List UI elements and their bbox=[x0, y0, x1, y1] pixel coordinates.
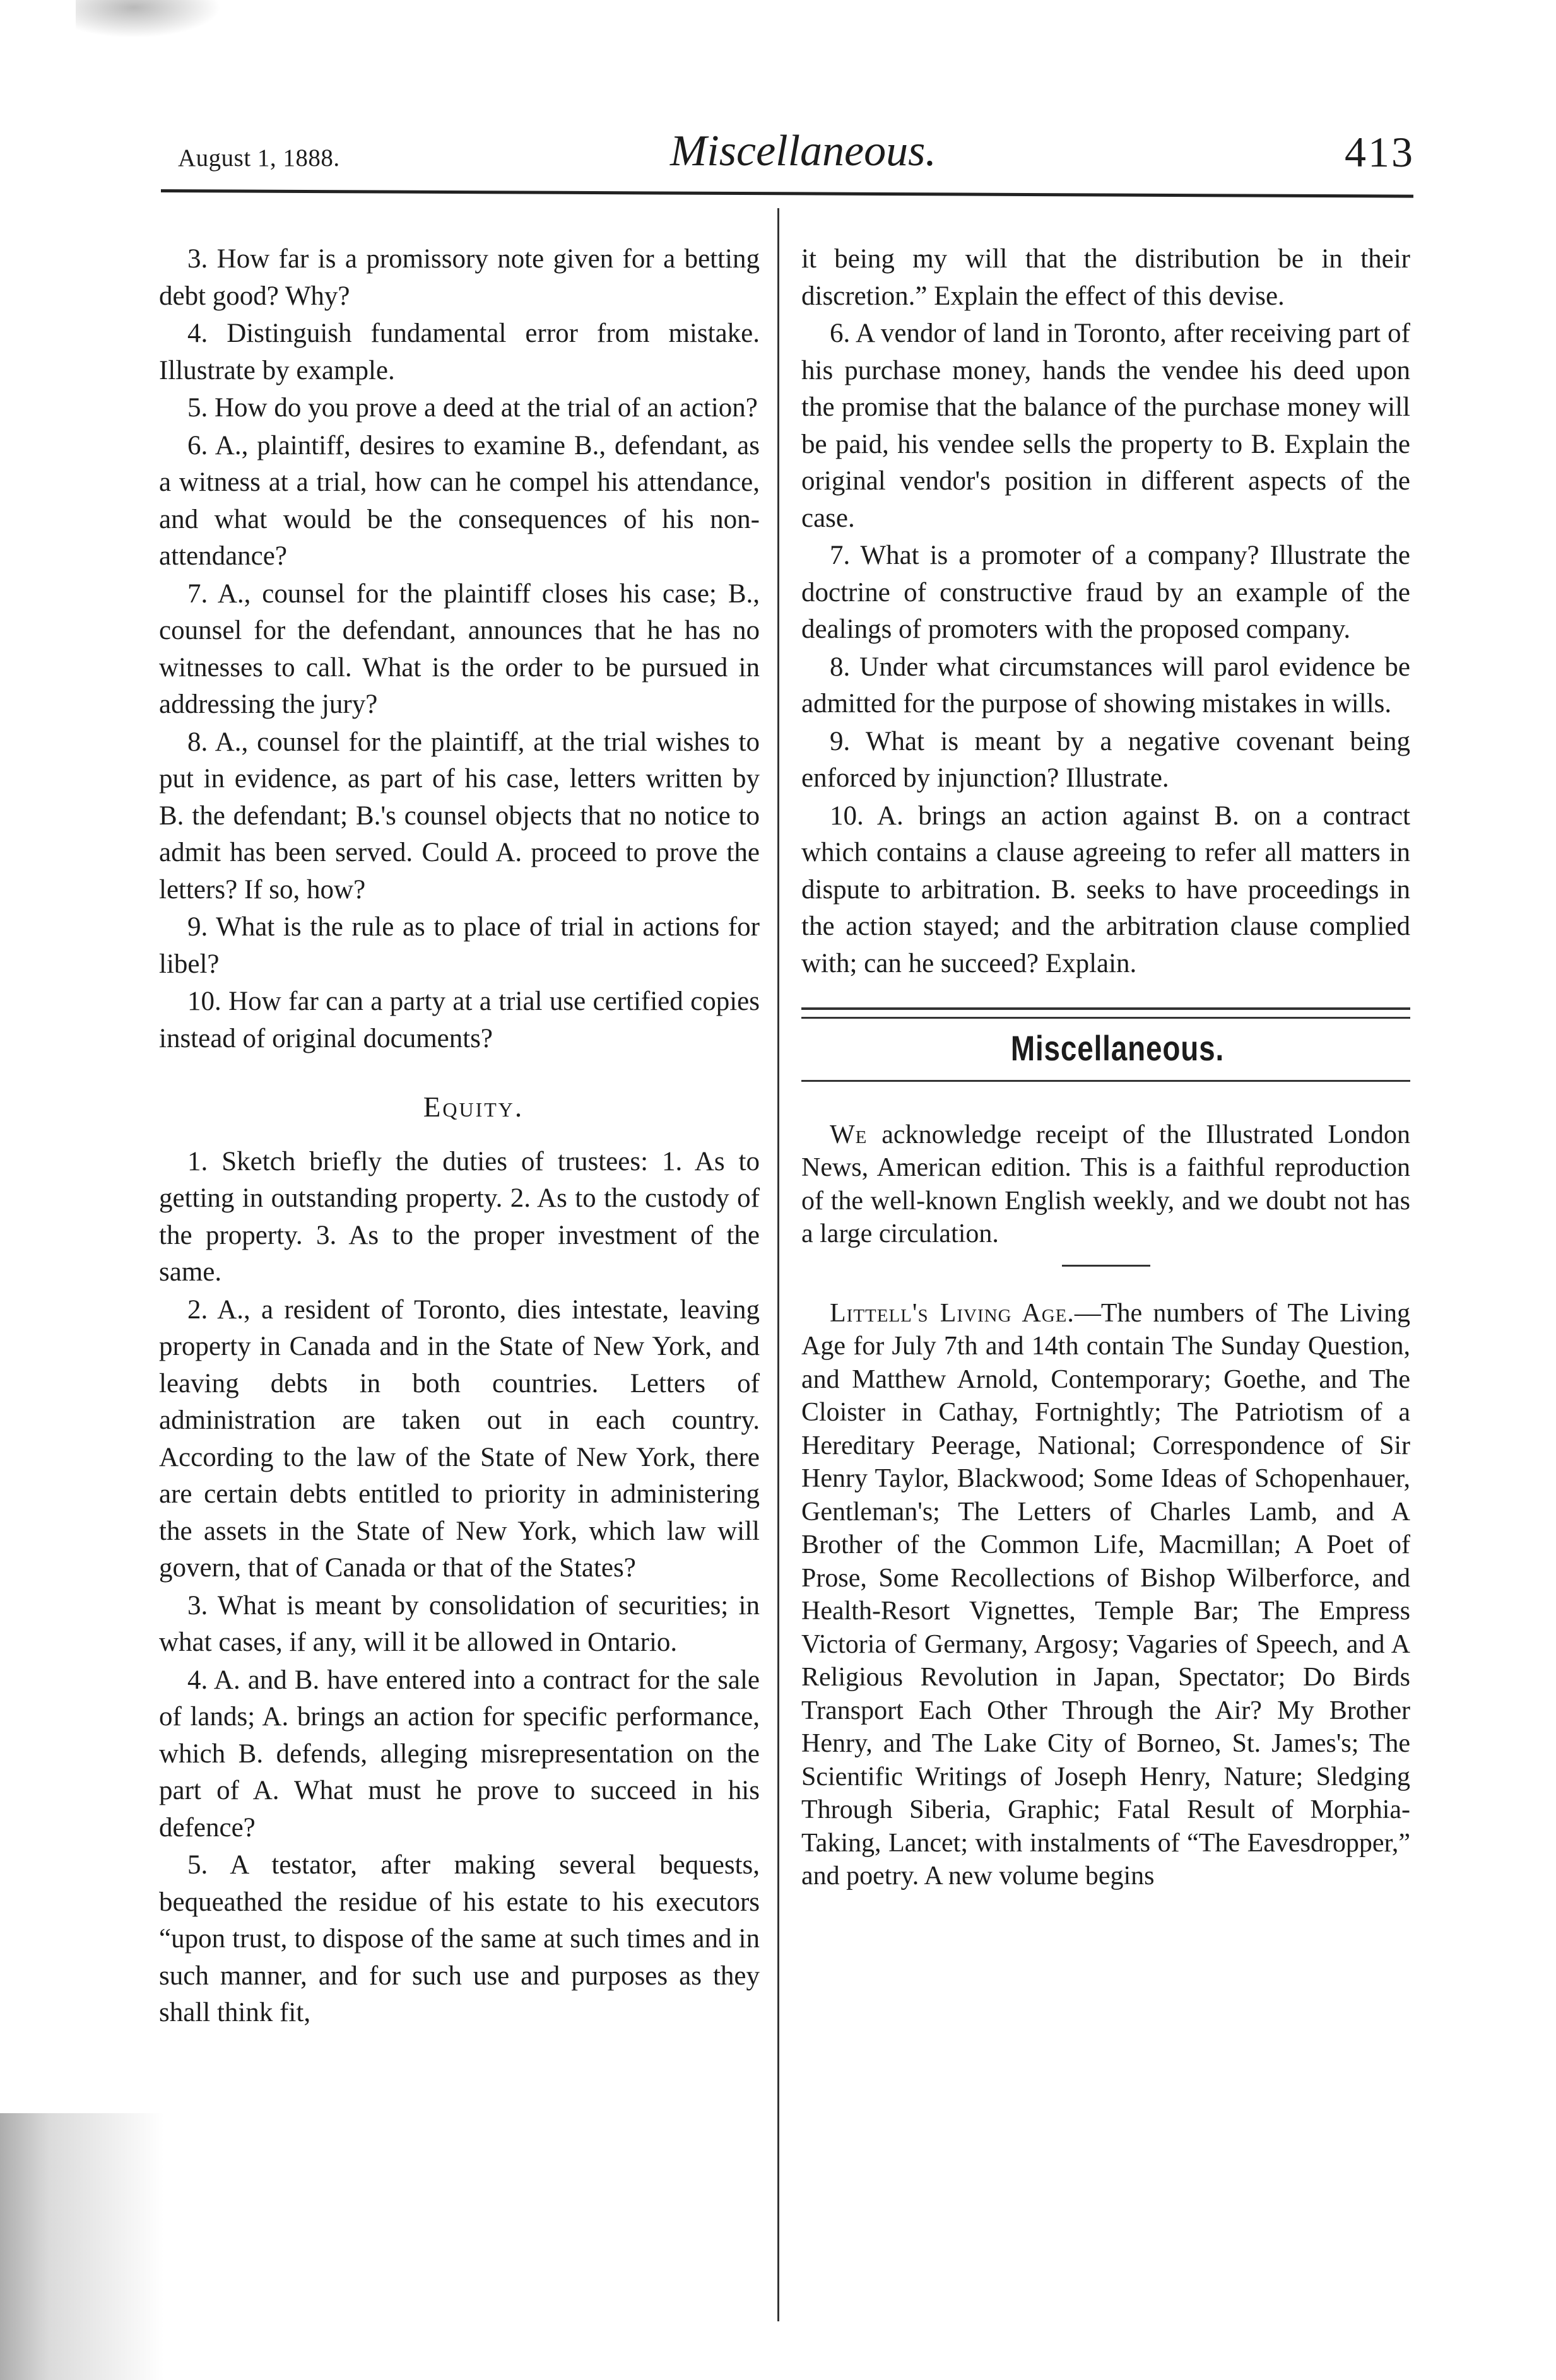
left-column bbox=[159, 241, 760, 2032]
misc-item-lead: We bbox=[830, 1120, 868, 1149]
equity-question: 2. A., a resident of Toronto, dies intestate, leaving property in Canada and in the State of New York, and leaving debts in both countries. Letters of administration are taken out in each country. According to the law of the State of New York, there are certain debts entitled to priority in administering the assets in the State of New York, which law will govern, that of Canada or that of the States? bbox=[159, 1294, 760, 1583]
header-date: August 1, 1888. bbox=[178, 144, 340, 172]
equity-question: 8. Under what circumstances will parol evidence be admitted for the purpose of showing mistakes in wills. bbox=[801, 652, 1410, 718]
equity-question: 9. What is meant by a negative covenant being enforced by injunction? Illustrate. bbox=[801, 726, 1410, 793]
continuation-paragraph: it being my will that the distribution be in their discretion.” Explain the effect of this devise. bbox=[801, 244, 1410, 311]
page-number: 413 bbox=[1345, 128, 1415, 176]
scan-speck bbox=[76, 0, 221, 38]
question-paragraph: 4. Distinguish fundamental error from mistake. Illustrate by example. bbox=[159, 319, 760, 385]
equity-question: 7. What is a promoter of a company? Illustrate the doctrine of constructive fraud by an example of the dealings of promoters with the proposed company. bbox=[801, 541, 1410, 644]
misc-item-text: acknowledge receipt of the Illustrated London News, American edition. This is a faithful reproduction of the well-known English weekly, and we doubt not has a large circulation. bbox=[801, 1120, 1410, 1248]
running-header bbox=[178, 125, 1415, 194]
equity-question: 5. A testator, after making several bequests, bequeathed the residue of his estate to his executors “upon trust, to dispose of the same at such times and in such manner, and for such use and purposes as they shall think fit, bbox=[159, 1850, 760, 2027]
question-paragraph: 10. How far can a party at a trial use certified copies instead of original documents? bbox=[159, 987, 760, 1053]
item-separator-rule bbox=[1062, 1265, 1150, 1267]
miscellaneous-heading: Miscellaneous. bbox=[1010, 1028, 1225, 1068]
misc-item-illustrated-london-news bbox=[801, 1118, 1410, 1251]
equity-question: 4. A. and B. have entered into a contract for the sale of lands; A. brings an action for specific performance, which B. defends, alleging misrepresentation on the part of A. What must he prove to succeed in his defence? bbox=[159, 1665, 760, 1843]
question-paragraph: 3. How far is a promissory note given for a betting debt good? Why? bbox=[159, 244, 760, 311]
misc-item-text: —The numbers of The Living Age for July 7th and 14th contain The Sunday Question, and Matthew Arnold, Contemporary; Goethe, and The Cloister in Cathay, Fortnightly; The Patriotism of a Hereditary Peerage, National; Correspondence of Sir Henry Taylor, Blackwood; Some Ideas of Schopenhauer, Gentleman's; The Letters of Charles Lamb, and A Brother of the Common Life, Macmillan; A Poet of Prose, Some Recollections of Bishop Wilberforce, and Health-Resort Vignettes, Temple Bar; The Empress Victoria of Germany, Argosy; Vagaries of Speech, and A Religious Revolution in Japan, Spectator; Do Birds Transport Each Other Through the Air? My Brother Henry, and The Lake City of Borneo, St. James's; The Scientific Writings of Joseph Henry, Nature; Sledging Through Siberia, Graphic; Fatal Result of Morphia-Taking, Lancet; with instalments of “The Eavesdropper,” and poetry. A new volume begins bbox=[801, 1298, 1410, 1891]
equity-question: 1. Sketch briefly the duties of trustees: 1. As to getting in outstanding property. 2. As to the custody of the property. 3. As to the proper investment of the same. bbox=[159, 1146, 760, 1287]
section-rule bbox=[801, 1080, 1410, 1082]
section-double-rule bbox=[801, 1007, 1410, 1019]
header-title: Miscellaneous. bbox=[670, 127, 936, 175]
misc-item-lead: Littell's Living Age. bbox=[830, 1298, 1075, 1328]
column-divider bbox=[777, 208, 779, 2321]
scan-edge-shadow bbox=[0, 2113, 164, 2380]
question-paragraph: 6. A., plaintiff, desires to examine B., defendant, as a witness at a trial, how can he compel his attendance, and what would be the consequences of his non-attendance? bbox=[159, 430, 760, 571]
question-paragraph: 8. A., counsel for the plaintiff, at the trial wishes to put in evidence, as part of his case, letters written by B. the defendant; B.'s counsel objects that no notice to admit has been served. Could A. proceed to prove the letters? If so, how? bbox=[159, 727, 760, 905]
equity-question: 6. A vendor of land in Toronto, after receiving part of his purchase money, hands the vendee his deed upon the promise that the balance of the purchase money will be paid, his vendee sells the property to B. Explain the original vendor's position in different aspects of the case. bbox=[801, 319, 1410, 533]
question-paragraph: 9. What is the rule as to place of trial in actions for libel? bbox=[159, 912, 760, 979]
misc-item-littells-living-age bbox=[801, 1297, 1410, 1893]
equity-question: 3. What is meant by consolidation of securities; in what cases, if any, will it be allowed in Ontario. bbox=[159, 1590, 760, 1657]
question-paragraph: 7. A., counsel for the plaintiff closes his case; B., counsel for the defendant, announces that he has no witnesses to call. What is the order to be pursued in addressing the jury? bbox=[159, 578, 760, 719]
equity-question: 10. A. brings an action against B. on a contract which contains a clause agreeing to refer all matters in dispute to arbitration. B. seeks to have proceedings in the action stayed; and the arbitration clause complied with; can he succeed? Explain. bbox=[801, 800, 1410, 978]
equity-heading: Equity. bbox=[423, 1091, 524, 1123]
right-column bbox=[801, 241, 1410, 1893]
question-paragraph: 5. How do you prove a deed at the trial of an action? bbox=[187, 393, 758, 423]
